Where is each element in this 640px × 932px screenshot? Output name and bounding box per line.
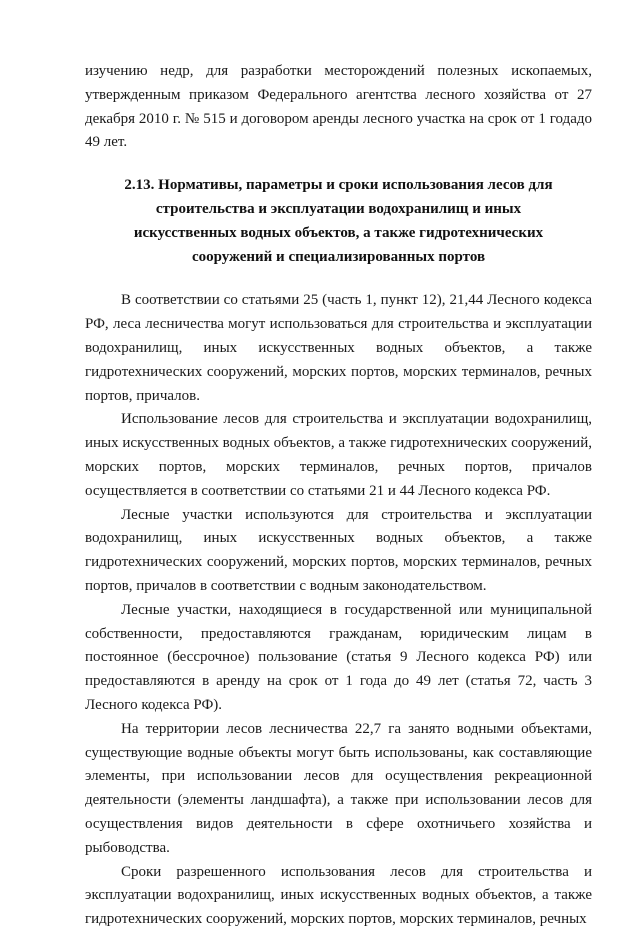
paragraph-1: В соответствии со статьями 25 (часть 1, пункт 12), 21,44 Лесного кодекса РФ, леса лесничества могут использоваться для строительства и эксплуатации водохранилищ, иных искусственных водных объектов, а также гидротехнических сооружений, морских портов, морских терминалов, речных портов, причалов. xyxy=(85,292,592,404)
paragraph-2: Использование лесов для строительства и эксплуатации водохранилищ, иных искусственных водных объектов, а также гидротехнических сооружений, морских портов, морских терминалов, речных портов, причалов осуществляется в соответствии со статьями 21 и 44 Лесного кодекса РФ. xyxy=(85,411,592,499)
paragraph-6: Сроки разрешенного использования лесов для строительства и эксплуатации водохранилищ, иных искусственных водных объектов, а также гидротехнических сооружений, морских портов, морских терминалов, речных xyxy=(85,863,592,928)
paragraph-5: На территории лесов лесничества 22,7 га занято водными объектами, существующие водные объекты могут быть использованы, как составляющие элементы, при использовании лесов для осуществления рекреационной деятельности (элементы ландшафта), а также при использовании лесов для осуществления видов деятельности в сфере охотничьего хозяйства и рыбоводства. xyxy=(85,720,592,856)
intro-paragraph: изучению недр, для разработки месторождений полезных ископаемых, утвержденным приказом Федерального агентства лесного хозяйства от 27 декабря 2010 г. № 515 и договором аренды лесного участка на срок от 1 годадо 49 лет. xyxy=(85,63,592,151)
paragraph-4: Лесные участки, находящиеся в государственной или муниципальной собственности, предоставляются гражданам, юридическим лицам в постоянное (бессрочное) пользование (статья 9 Лесного кодекса РФ) или предоставляются в аренду на срок от 1 года до 49 лет (статья 72, часть 3 Лесного кодекса РФ). xyxy=(85,601,592,713)
paragraph-3: Лесные участки используются для строительства и эксплуатации водохранилищ, иных искусственных водных объектов, а также гидротехнических сооружений, морских портов, морских терминалов, речных портов, причалов в соответствии с водным законодательством. xyxy=(85,506,592,594)
section-heading: 2.13. Нормативы, параметры и сроки использования лесов для строительства и эксплуатации водохранилищ и иных искусственных водных объектов, а также гидротехнических сооружений и специализированных портов xyxy=(124,177,553,265)
document-body xyxy=(85,60,592,932)
